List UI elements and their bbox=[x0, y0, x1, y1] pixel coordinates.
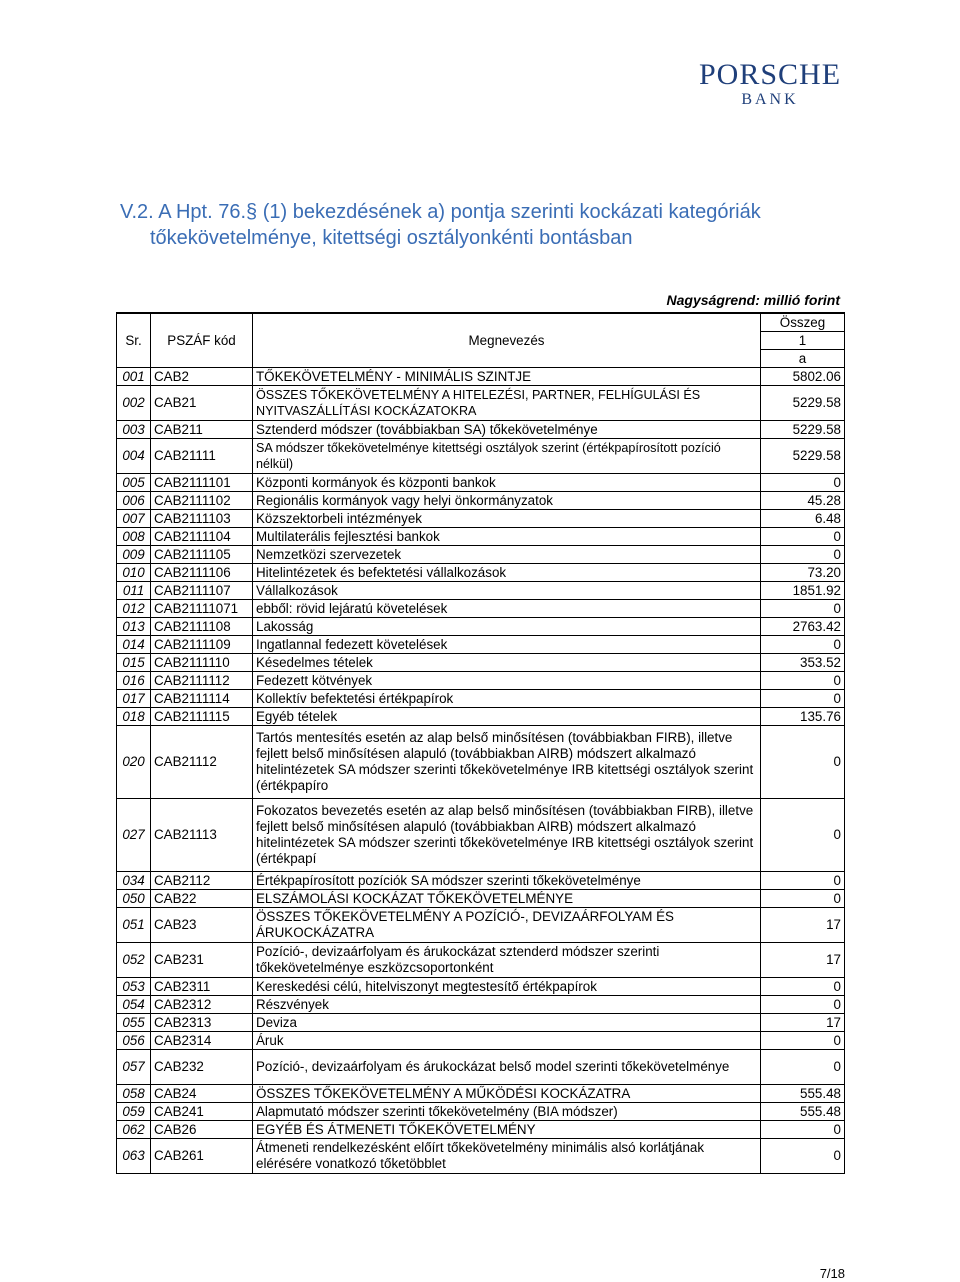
row-sr: 034 bbox=[117, 872, 151, 890]
table-row bbox=[117, 439, 845, 474]
table-row bbox=[117, 799, 845, 872]
row-code: CAB2111106 bbox=[151, 564, 253, 582]
row-name: Késedelmes tételek bbox=[253, 654, 761, 672]
table-row bbox=[117, 1032, 845, 1050]
table-row bbox=[117, 474, 845, 492]
row-name: Egyéb tételek bbox=[253, 708, 761, 726]
row-sr: 062 bbox=[117, 1121, 151, 1139]
row-code: CAB2111103 bbox=[151, 510, 253, 528]
table-row bbox=[117, 1121, 845, 1139]
row-value: 135.76 bbox=[761, 708, 845, 726]
row-name: Regionális kormányok vagy helyi önkormányzatok bbox=[253, 492, 761, 510]
section-title-line1: V.2. A Hpt. 76.§ (1) bekezdésének a) pontja szerinti kockázati kategóriák bbox=[120, 201, 761, 223]
row-name: Fedezett kötvények bbox=[253, 672, 761, 690]
row-name: Áruk bbox=[253, 1032, 761, 1050]
table-row bbox=[117, 1103, 845, 1121]
row-sr: 015 bbox=[117, 654, 151, 672]
row-sr: 010 bbox=[117, 564, 151, 582]
row-value: 555.48 bbox=[761, 1103, 845, 1121]
table-row bbox=[117, 690, 845, 708]
row-value: 0 bbox=[761, 690, 845, 708]
table-row bbox=[117, 872, 845, 890]
unit-note: Nagyságrend: millió forint bbox=[666, 292, 840, 308]
header-code: PSZÁF kód bbox=[151, 313, 253, 368]
table-row bbox=[117, 636, 845, 654]
row-value: 0 bbox=[761, 726, 845, 799]
row-sr: 053 bbox=[117, 978, 151, 996]
row-name: Hitelintézetek és befektetési vállalkozások bbox=[253, 564, 761, 582]
row-code: CAB24 bbox=[151, 1085, 253, 1103]
row-value: 555.48 bbox=[761, 1085, 845, 1103]
table-row bbox=[117, 672, 845, 690]
row-sr: 051 bbox=[117, 908, 151, 943]
row-sr: 027 bbox=[117, 799, 151, 872]
row-value: 0 bbox=[761, 890, 845, 908]
row-name: Átmeneti rendelkezésként előírt tőkekövetelmény minimális alsó korlátjának elérésére vonatkozó tőketöbblet bbox=[253, 1139, 761, 1174]
row-value: 0 bbox=[761, 636, 845, 654]
porsche-bank-logo bbox=[655, 60, 885, 108]
row-sr: 018 bbox=[117, 708, 151, 726]
row-value: 0 bbox=[761, 672, 845, 690]
row-code: CAB21113 bbox=[151, 799, 253, 872]
row-value: 0 bbox=[761, 600, 845, 618]
row-code: CAB241 bbox=[151, 1103, 253, 1121]
row-name: Nemzetközi szervezetek bbox=[253, 546, 761, 564]
row-code: CAB2111104 bbox=[151, 528, 253, 546]
table-row bbox=[117, 582, 845, 600]
row-name: TŐKEKÖVETELMÉNY - MINIMÁLIS SZINTJE bbox=[253, 368, 761, 386]
row-code: CAB2311 bbox=[151, 978, 253, 996]
row-sr: 013 bbox=[117, 618, 151, 636]
logo-wordmark-top: PORSCHE bbox=[698, 58, 842, 91]
row-name: Közszektorbeli intézmények bbox=[253, 510, 761, 528]
row-sr: 006 bbox=[117, 492, 151, 510]
row-name: Vállalkozások bbox=[253, 582, 761, 600]
logo-wordmark-bottom: BANK bbox=[741, 91, 799, 108]
row-code: CAB23 bbox=[151, 908, 253, 943]
table-row bbox=[117, 1050, 845, 1085]
row-code: CAB2111108 bbox=[151, 618, 253, 636]
row-sr: 008 bbox=[117, 528, 151, 546]
row-value: 17 bbox=[761, 943, 845, 978]
row-name: Fokozatos bevezetés esetén az alap belső minősítésen (továbbiakban FIRB), illetve fejlett belső minősítésen alapuló (továbbiakban AIRB) módszert alkalmazó hitelintézetek SA módszer szerinti tőkekövetelménye IRB kitettségi osztályok szerint (értékpapí bbox=[253, 799, 761, 872]
row-code: CAB2314 bbox=[151, 1032, 253, 1050]
row-value: 0 bbox=[761, 1121, 845, 1139]
row-sr: 063 bbox=[117, 1139, 151, 1174]
row-name: Ingatlannal fedezett követelések bbox=[253, 636, 761, 654]
row-value: 0 bbox=[761, 1139, 845, 1174]
table-row bbox=[117, 890, 845, 908]
row-sr: 007 bbox=[117, 510, 151, 528]
table-row bbox=[117, 708, 845, 726]
table-row bbox=[117, 618, 845, 636]
row-value: 0 bbox=[761, 996, 845, 1014]
header-col-number: 1 bbox=[761, 332, 845, 350]
row-sr: 009 bbox=[117, 546, 151, 564]
row-code: CAB231 bbox=[151, 943, 253, 978]
row-sr: 020 bbox=[117, 726, 151, 799]
table-row bbox=[117, 654, 845, 672]
row-code: CAB2111101 bbox=[151, 474, 253, 492]
table-row bbox=[117, 368, 845, 386]
table-row bbox=[117, 1085, 845, 1103]
row-code: CAB2111112 bbox=[151, 672, 253, 690]
header-col-letter: a bbox=[761, 350, 845, 368]
row-value: 0 bbox=[761, 1050, 845, 1085]
row-sr: 054 bbox=[117, 996, 151, 1014]
row-sr: 011 bbox=[117, 582, 151, 600]
row-code: CAB2112 bbox=[151, 872, 253, 890]
row-code: CAB232 bbox=[151, 1050, 253, 1085]
table-row bbox=[117, 726, 845, 799]
row-name: Központi kormányok és központi bankok bbox=[253, 474, 761, 492]
row-name: ELSZÁMOLÁSI KOCKÁZAT TŐKEKÖVETELMÉNYE bbox=[253, 890, 761, 908]
row-code: CAB2111114 bbox=[151, 690, 253, 708]
table-row bbox=[117, 1014, 845, 1032]
table-row bbox=[117, 943, 845, 978]
row-value: 0 bbox=[761, 872, 845, 890]
table-row bbox=[117, 908, 845, 943]
header-sum: Összeg bbox=[761, 313, 845, 332]
table-row bbox=[117, 386, 845, 421]
row-sr: 004 bbox=[117, 439, 151, 474]
row-name: ÖSSZES TŐKEKÖVETELMÉNY A POZÍCIÓ-, DEVIZAÁRFOLYAM ÉS ÁRUKOCKÁZATRA bbox=[253, 908, 761, 943]
row-name: Multilaterális fejlesztési bankok bbox=[253, 528, 761, 546]
row-value: 0 bbox=[761, 528, 845, 546]
row-value: 5229.58 bbox=[761, 386, 845, 421]
section-title bbox=[120, 199, 880, 251]
row-sr: 001 bbox=[117, 368, 151, 386]
row-value: 45.28 bbox=[761, 492, 845, 510]
row-value: 6.48 bbox=[761, 510, 845, 528]
table-row bbox=[117, 528, 845, 546]
row-name: Pozíció-, devizaárfolyam és árukockázat sztenderd módszer szerinti tőkekövetelménye eszközcsoportonként bbox=[253, 943, 761, 978]
row-value: 5229.58 bbox=[761, 421, 845, 439]
table-row bbox=[117, 421, 845, 439]
header-sr: Sr. bbox=[117, 313, 151, 368]
row-sr: 052 bbox=[117, 943, 151, 978]
row-sr: 056 bbox=[117, 1032, 151, 1050]
row-value: 0 bbox=[761, 546, 845, 564]
row-code: CAB2111107 bbox=[151, 582, 253, 600]
row-sr: 057 bbox=[117, 1050, 151, 1085]
row-code: CAB2111110 bbox=[151, 654, 253, 672]
row-name: Lakosság bbox=[253, 618, 761, 636]
row-name: ÖSSZES TŐKEKÖVETELMÉNY A HITELEZÉSI, PARTNER, FELHÍGULÁSI ÉS NYITVASZÁLLÍTÁSI KOCKÁZATOKRA bbox=[253, 386, 761, 421]
row-value: 17 bbox=[761, 908, 845, 943]
row-code: CAB2313 bbox=[151, 1014, 253, 1032]
row-value: 5229.58 bbox=[761, 439, 845, 474]
row-code: CAB2 bbox=[151, 368, 253, 386]
row-value: 1851.92 bbox=[761, 582, 845, 600]
table-row bbox=[117, 492, 845, 510]
row-code: CAB2111109 bbox=[151, 636, 253, 654]
row-code: CAB2111105 bbox=[151, 546, 253, 564]
row-code: CAB22 bbox=[151, 890, 253, 908]
row-value: 0 bbox=[761, 978, 845, 996]
row-name: Kollektív befektetési értékpapírok bbox=[253, 690, 761, 708]
row-value: 353.52 bbox=[761, 654, 845, 672]
row-value: 0 bbox=[761, 799, 845, 872]
row-code: CAB21112 bbox=[151, 726, 253, 799]
table-row bbox=[117, 510, 845, 528]
row-sr: 059 bbox=[117, 1103, 151, 1121]
row-code: CAB21111 bbox=[151, 439, 253, 474]
table-row bbox=[117, 564, 845, 582]
row-value: 73.20 bbox=[761, 564, 845, 582]
row-name: EGYÉB ÉS ÁTMENETI TŐKEKÖVETELMÉNY bbox=[253, 1121, 761, 1139]
row-code: CAB211 bbox=[151, 421, 253, 439]
row-name: Részvények bbox=[253, 996, 761, 1014]
row-sr: 012 bbox=[117, 600, 151, 618]
row-sr: 003 bbox=[117, 421, 151, 439]
row-sr: 058 bbox=[117, 1085, 151, 1103]
row-value: 0 bbox=[761, 1032, 845, 1050]
row-code: CAB2312 bbox=[151, 996, 253, 1014]
row-code: CAB21111071 bbox=[151, 600, 253, 618]
page-number: 7/18 bbox=[819, 1266, 845, 1281]
table-row bbox=[117, 996, 845, 1014]
row-name: Deviza bbox=[253, 1014, 761, 1032]
table-row bbox=[117, 1139, 845, 1174]
table-row bbox=[117, 978, 845, 996]
row-name: ÖSSZES TŐKEKÖVETELMÉNY A MŰKÖDÉSI KOCKÁZATRA bbox=[253, 1085, 761, 1103]
section-title-line2: tőkekövetelménye, kitettségi osztályonkénti bontásban bbox=[150, 227, 633, 249]
row-name: Pozíció-, devizaárfolyam és árukockázat belső model szerinti tőkekövetelménye bbox=[253, 1050, 761, 1085]
row-value: 2763.42 bbox=[761, 618, 845, 636]
table-row bbox=[117, 600, 845, 618]
row-code: CAB2111115 bbox=[151, 708, 253, 726]
row-sr: 014 bbox=[117, 636, 151, 654]
row-sr: 005 bbox=[117, 474, 151, 492]
row-code: CAB261 bbox=[151, 1139, 253, 1174]
row-name: Kereskedési célú, hitelviszonyt megtestesítő értékpapírok bbox=[253, 978, 761, 996]
row-name: ebből: rövid lejáratú követelések bbox=[253, 600, 761, 618]
row-name: Értékpapírosított pozíciók SA módszer szerinti tőkekövetelménye bbox=[253, 872, 761, 890]
row-sr: 055 bbox=[117, 1014, 151, 1032]
table-body bbox=[117, 368, 845, 1174]
row-value: 5802.06 bbox=[761, 368, 845, 386]
row-name: Tartós mentesítés esetén az alap belső minősítésen (továbbiakban FIRB), illetve fejlett belső minősítésen alapuló (továbbiakban AIRB) módszert alkalmazó hitelintézetek SA módszer szerinti tőkekövetelménye IRB kitettségi osztályok szerint (értékpapíro bbox=[253, 726, 761, 799]
row-code: CAB26 bbox=[151, 1121, 253, 1139]
row-code: CAB21 bbox=[151, 386, 253, 421]
capital-requirement-table bbox=[116, 312, 845, 1174]
header-name: Megnevezés bbox=[253, 313, 761, 368]
row-sr: 016 bbox=[117, 672, 151, 690]
row-name: SA módszer tőkekövetelménye kitettségi osztályok szerint (értékpapírosított pozíció nélkül) bbox=[253, 439, 761, 474]
row-sr: 002 bbox=[117, 386, 151, 421]
row-value: 17 bbox=[761, 1014, 845, 1032]
row-name: Sztenderd módszer (továbbiakban SA) tőkekövetelménye bbox=[253, 421, 761, 439]
row-name: Alapmutató módszer szerinti tőkekövetelmény (BIA módszer) bbox=[253, 1103, 761, 1121]
row-sr: 017 bbox=[117, 690, 151, 708]
row-sr: 050 bbox=[117, 890, 151, 908]
row-code: CAB2111102 bbox=[151, 492, 253, 510]
table-row bbox=[117, 546, 845, 564]
row-value: 0 bbox=[761, 474, 845, 492]
